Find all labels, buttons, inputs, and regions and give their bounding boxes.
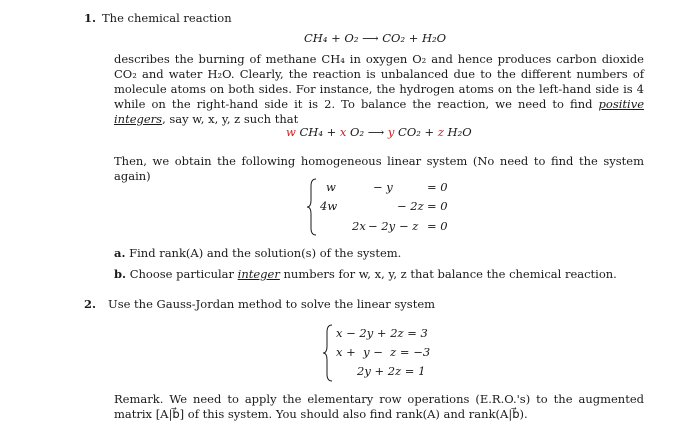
coef-w: w <box>286 125 296 139</box>
part-a <box>114 246 401 261</box>
part-b-post: numbers for w, x, y, z that balance the chemical reaction. <box>283 267 617 281</box>
part-a-label: a. <box>114 246 126 260</box>
coef-z: z <box>437 125 444 139</box>
description-end: , say w, x, y, z such that <box>162 111 299 126</box>
system-1-brace <box>306 178 318 236</box>
sys1-row3-c4: − z <box>399 219 419 233</box>
problem-1-intro: The chemical reaction <box>102 11 232 25</box>
sys2-row2: x + y − z = −3 <box>336 345 431 359</box>
positive-integers-emphasis: positive integers <box>114 96 645 126</box>
problem-2-number: 2. <box>84 297 97 311</box>
sys1-row2-c4: − 2z <box>397 199 424 213</box>
remark: Remark. We need to apply the elementary row operations (E.R.O.'s) to the augmented matrix [A|b⃗] of this system. You should also find rank(A) and rank(A|b⃗). <box>114 392 644 421</box>
sys1-row2-rhs: = 0 <box>427 199 448 213</box>
problem-1-description <box>114 52 644 127</box>
sys1-row1-rhs: = 0 <box>427 180 448 194</box>
problem-2-intro: Use the Gauss-Jordan method to solve the linear system <box>108 297 436 311</box>
sys2-row3: 2y + 2z = 1 <box>357 364 426 378</box>
reaction-equation: CH₄ + O₂ ⟶ CO₂ + H₂O <box>304 31 447 45</box>
description-text: describes the burning of methane CH₄ in oxygen O₂ and hence produces carbon dioxide CO₂ and water H₂O. Clearly, the reaction is unbalanced due to the different numbers of molecule atoms on both sides. For instance, the hydrogen atoms on the left-hand side is 4 while on the right-hand side it is 2. To balance the reaction, we need to find <box>114 52 644 111</box>
coef-x: x <box>339 125 347 139</box>
eq-term-2: O₂ ⟶ <box>346 125 388 139</box>
eq-term-3: CO₂ + <box>394 125 438 139</box>
problem-1-number: 1. <box>84 11 97 25</box>
sys1-row1-c1: w <box>326 180 336 194</box>
coef-y: y <box>387 125 395 139</box>
part-b-pre: Choose particular <box>129 267 235 281</box>
sys2-row1: x − 2y + 2z = 3 <box>336 326 428 340</box>
balanced-equation <box>286 125 472 140</box>
part-b <box>114 267 617 282</box>
integer-emphasis: integer <box>237 267 280 281</box>
eq-term-4: H₂O <box>443 125 472 139</box>
system-2-brace <box>322 324 334 382</box>
sys1-row3-rhs: = 0 <box>427 219 448 233</box>
system-intro: Then, we obtain the following homogeneous linear system (No need to find the system again) <box>114 154 644 183</box>
sys1-row3-c3: − 2y <box>368 219 396 233</box>
eq-term-1: CH₄ + <box>295 125 340 139</box>
part-a-text: Find rank(A) and the solution(s) of the system. <box>129 246 402 260</box>
sys1-row1-c3: − y <box>373 180 393 194</box>
sys1-row3-c2: 2x <box>352 219 366 233</box>
part-b-label: b. <box>114 267 127 281</box>
sys1-row2-c1: 4w <box>320 199 338 213</box>
